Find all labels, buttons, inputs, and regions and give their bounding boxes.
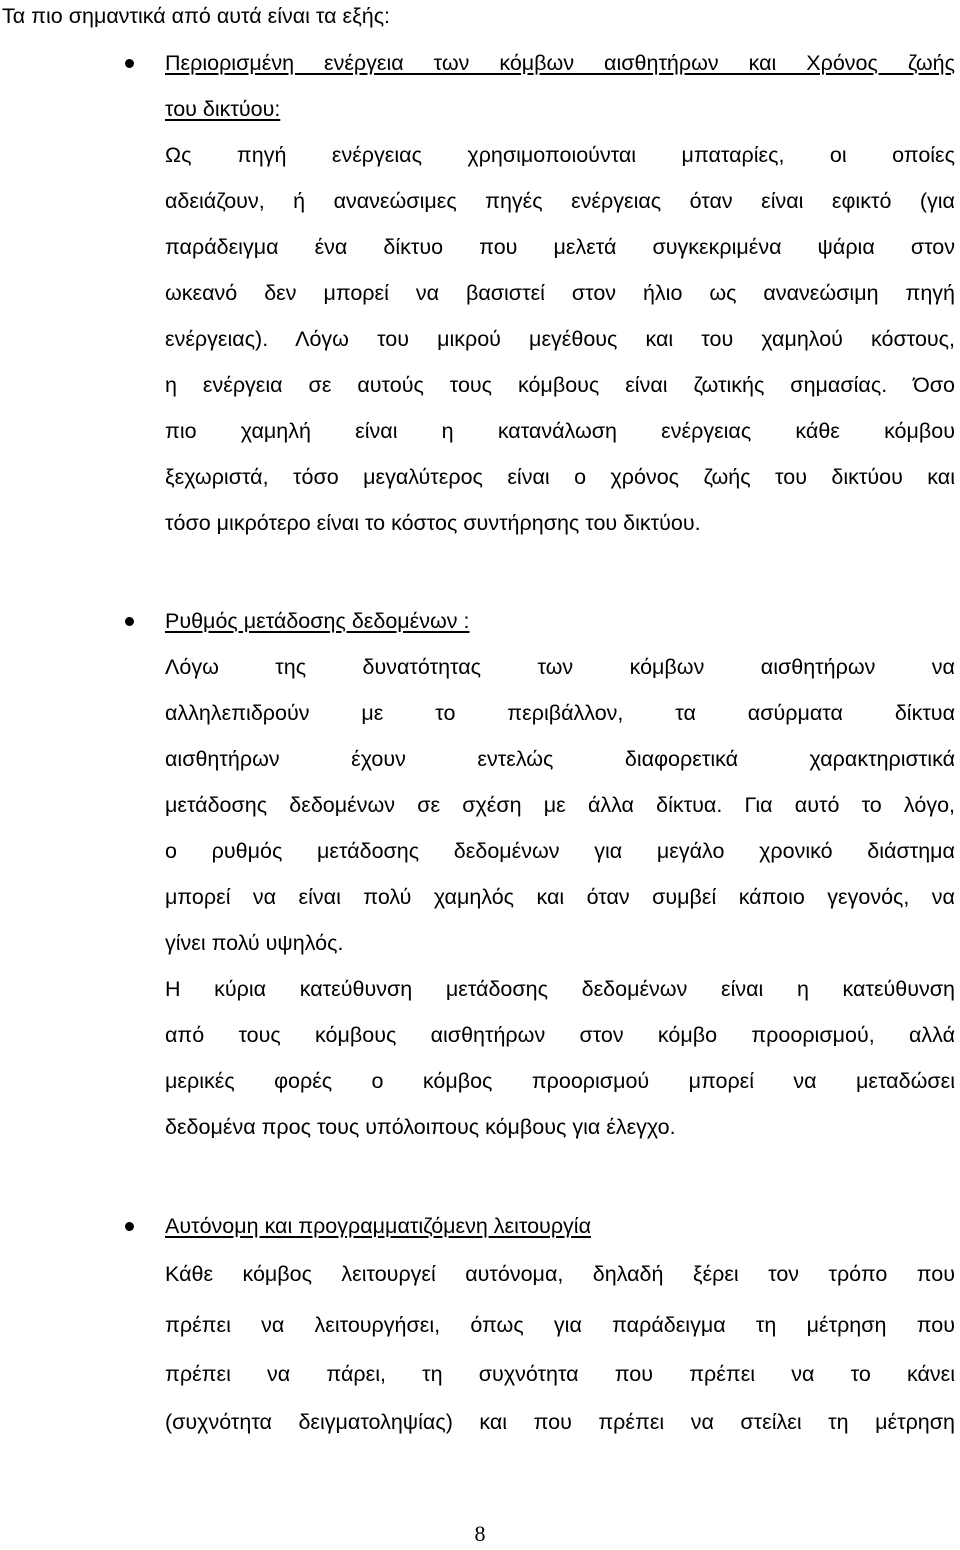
bullet-icon [125,1222,134,1231]
paragraph-line: Ως πηγή ενέργειας χρησιμοποιούνται μπαταρίες, οι οποίες [165,143,955,167]
list-item-content [165,598,955,1150]
paragraph-line: πιο χαμηλή είναι η κατανάλωση ενέργειας κάθε κόμβου [165,419,955,443]
bullet-icon [125,617,134,626]
paragraph-line: Λόγω της δυνατότητας των κόμβων αισθητήρων να [165,655,955,679]
bullet-icon [125,59,134,68]
item-heading: Αυτόνομη και προγραμματιζόμενη λειτουργία [165,1214,592,1238]
paragraph-line: αδειάζουν, ή ανανεώσιμες πηγές ενέργειας όταν είναι εφικτό (για [165,189,955,213]
paragraph-line: από τους κόμβους αισθητήρων στον κόμβο προορισμού, αλλά [165,1023,955,1047]
paragraph-line: γίνει πολύ υψηλός. [165,931,344,955]
paragraph-line: αλληλεπιδρούν με το περιβάλλον, τα ασύρματα δίκτυα [165,701,955,725]
paragraph-line: ο ρυθμός μετάδοσης δεδομένων για μεγάλο χρονικό διάστημα [165,839,955,863]
paragraph-line: (συχνότητα δειγματοληψίας) και που πρέπει να στείλει τη μέτρηση [165,1410,955,1434]
paragraph-line: πρέπει να πάρει, τη συχνότητα που πρέπει να το κάνει [165,1362,955,1386]
item-heading: Περιορισμένη ενέργεια των κόμβων αισθητήρων και Χρόνος ζωής [165,51,955,75]
paragraph-line: παράδειγμα ένα δίκτυο που μελετά συγκεκριμένα ψάρια στον [165,235,955,259]
list-item-content [165,40,955,546]
paragraph-line: τόσο μικρότερο είναι το κόστος συντήρησης του δικτύου. [165,511,701,535]
paragraph-line: πρέπει να λειτουργήσει, όπως για παράδειγμα τη μέτρηση που [165,1313,955,1337]
item-heading: του δικτύου: [165,97,281,121]
paragraph-line: ωκεανό δεν μπορεί να βασιστεί στον ήλιο ως ανανεώσιμη πηγή [165,281,955,305]
paragraph-line: αισθητήρων έχουν εντελώς διαφορετικά χαρακτηριστικά [165,747,955,771]
item-heading: Ρυθμός μετάδοσης δεδομένων : [165,609,470,633]
page-number: 8 [474,1521,486,1546]
paragraph-line: ενέργειας). Λόγω του μικρού μεγέθους και του χαμηλού κόστους, [165,327,955,351]
paragraph-line: μπορεί να είναι πολύ χαμηλός και όταν συμβεί κάποιο γεγονός, να [165,885,955,909]
paragraph-line: δεδομένα προς τους υπόλοιπους κόμβους για έλεγχο. [165,1115,676,1139]
list-item-content [165,1203,955,1445]
paragraph-line: Η κύρια κατεύθυνση μετάδοσης δεδομένων είναι η κατεύθυνση [165,977,955,1001]
paragraph-line: μετάδοσης δεδομένων σε σχέση με άλλα δίκτυα. Για αυτό το λόγο, [165,793,955,817]
paragraph-line: η ενέργεια σε αυτούς τους κόμβους είναι ζωτικής σημασίας. Όσο [165,373,955,397]
paragraph-line: Κάθε κόμβος λειτουργεί αυτόνομα, δηλαδή ξέρει τον τρόπο που [165,1262,955,1286]
paragraph-line: μερικές φορές ο κόμβος προορισμού μπορεί να μεταδώσει [165,1069,955,1093]
intro-text: Τα πιο σημαντικά από αυτά είναι τα εξής: [2,4,391,28]
paragraph-line: ξεχωριστά, τόσο μεγαλύτερος είναι ο χρόνος ζωής του δικτύου και [165,465,955,489]
